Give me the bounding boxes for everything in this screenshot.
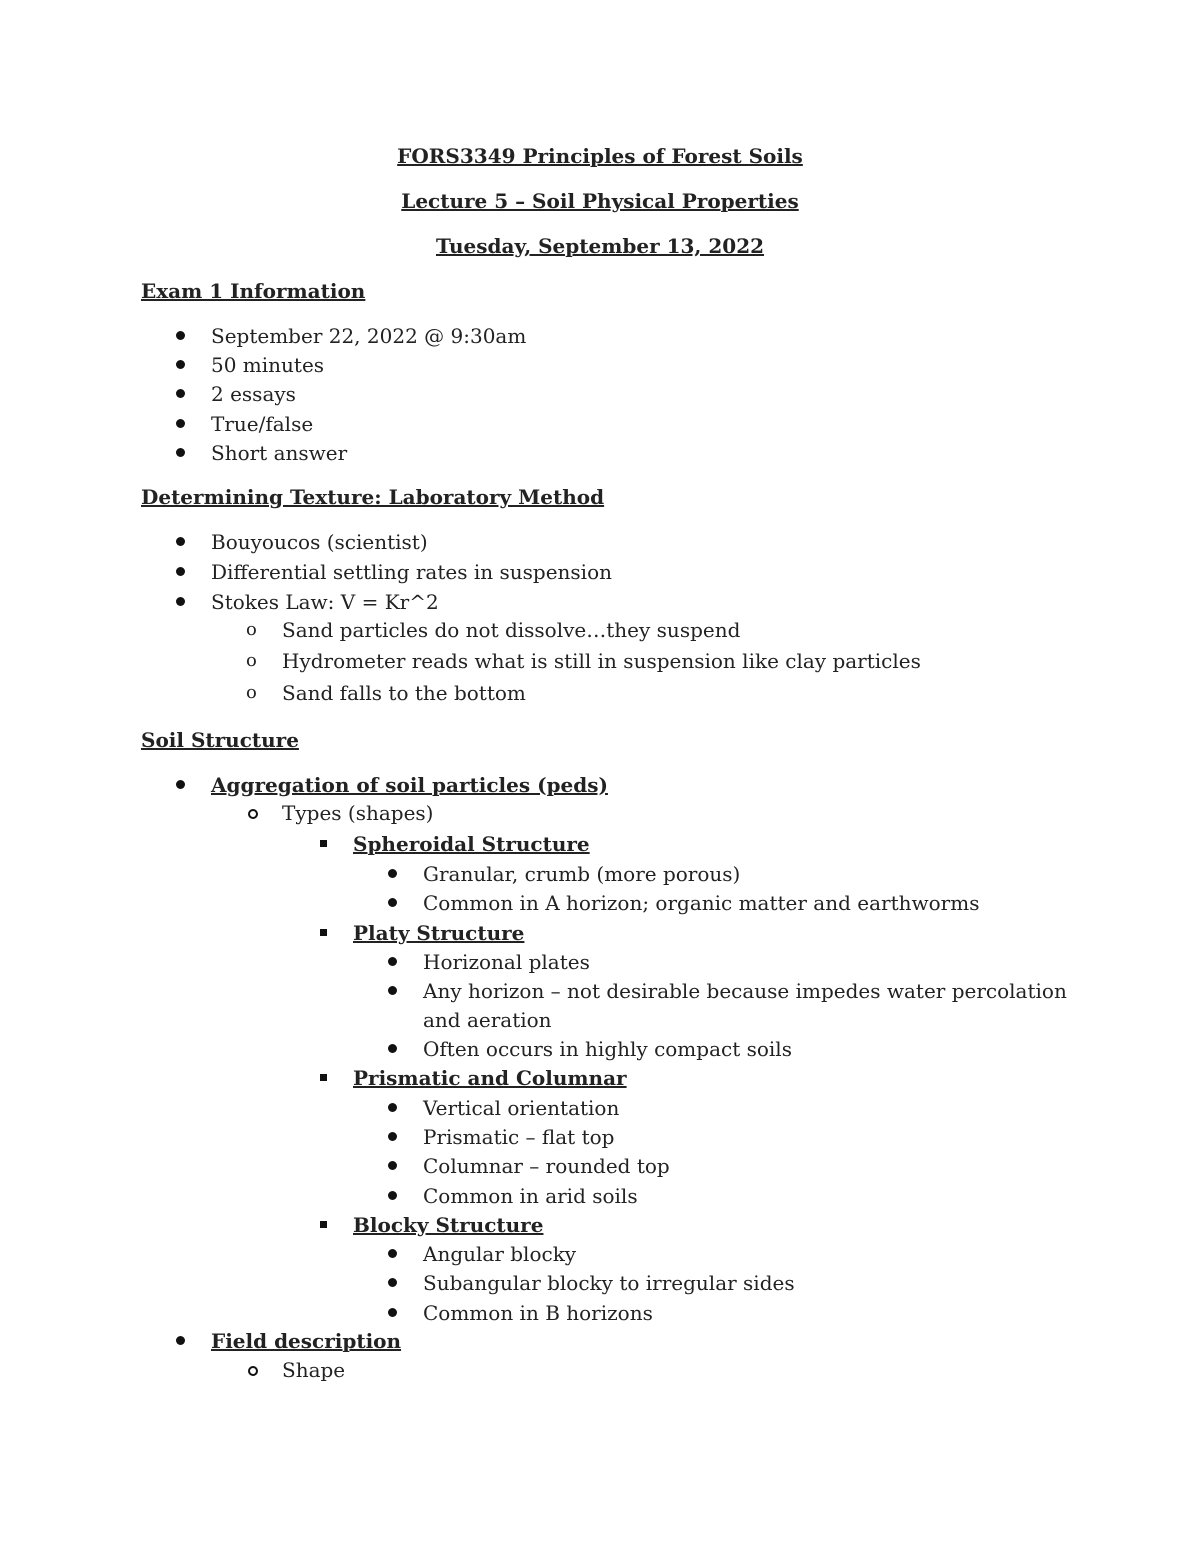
prismatic-title: Prismatic and Columnar bbox=[353, 1066, 627, 1090]
bullet-icon bbox=[176, 597, 185, 606]
bullet-icon bbox=[388, 1249, 397, 1258]
list-item-continuation: and aeration bbox=[423, 1008, 552, 1032]
list-item: Angular blocky bbox=[423, 1242, 577, 1266]
square-bullet-icon bbox=[320, 840, 327, 847]
bullet-icon bbox=[388, 869, 397, 878]
list-item: Bouyoucos (scientist) bbox=[211, 530, 428, 554]
bullet-icon bbox=[176, 537, 185, 546]
sub-list-item: Sand particles do not dissolve…they suspend bbox=[282, 618, 741, 642]
bullet-icon bbox=[388, 1044, 397, 1053]
sub-list-item: Sand falls to the bottom bbox=[282, 681, 526, 705]
bullet-icon bbox=[388, 957, 397, 966]
blocky-title: Blocky Structure bbox=[353, 1213, 544, 1237]
bullet-icon bbox=[176, 567, 185, 576]
bullet-icon bbox=[176, 389, 185, 398]
list-item: 2 essays bbox=[211, 382, 296, 406]
field-description-item: Field description bbox=[211, 1329, 402, 1353]
bullet-icon bbox=[176, 448, 185, 457]
bullet-icon bbox=[388, 1278, 397, 1287]
bullet-icon bbox=[176, 331, 185, 340]
square-bullet-icon bbox=[320, 1221, 327, 1228]
circle-bullet-icon: o bbox=[246, 619, 257, 640]
list-item: Common in arid soils bbox=[423, 1184, 638, 1208]
platy-title: Platy Structure bbox=[353, 921, 525, 945]
ring-bullet-icon bbox=[248, 1366, 258, 1376]
lecture-date: Tuesday, September 13, 2022 bbox=[435, 234, 765, 258]
shape-item: Shape bbox=[282, 1358, 346, 1382]
bullet-icon bbox=[388, 986, 397, 995]
list-item: True/false bbox=[211, 412, 314, 436]
list-item: Stokes Law: V = Kr^2 bbox=[211, 590, 439, 614]
bullet-icon bbox=[388, 1191, 397, 1200]
bullet-icon bbox=[388, 1161, 397, 1170]
list-item: Horizonal plates bbox=[423, 950, 590, 974]
bullet-icon bbox=[388, 1132, 397, 1141]
structure-heading: Soil Structure bbox=[141, 728, 299, 752]
list-item: Subangular blocky to irregular sides bbox=[423, 1271, 795, 1295]
bullet-icon bbox=[176, 780, 185, 789]
square-bullet-icon bbox=[320, 929, 327, 936]
sub-list-item: Hydrometer reads what is still in suspension like clay particles bbox=[282, 649, 921, 673]
course-title: FORS3349 Principles of Forest Soils bbox=[397, 144, 803, 168]
list-item: Granular, crumb (more porous) bbox=[423, 862, 741, 886]
list-item: Common in A horizon; organic matter and earthworms bbox=[423, 891, 980, 915]
list-item: 50 minutes bbox=[211, 353, 325, 377]
spheroidal-title: Spheroidal Structure bbox=[353, 832, 590, 856]
square-bullet-icon bbox=[320, 1074, 327, 1081]
bullet-icon bbox=[388, 1103, 397, 1112]
list-item: Vertical orientation bbox=[423, 1096, 620, 1120]
types-item: Types (shapes) bbox=[282, 801, 434, 825]
list-item: Common in B horizons bbox=[423, 1301, 653, 1325]
circle-bullet-icon: o bbox=[246, 682, 257, 703]
bullet-icon bbox=[176, 1336, 185, 1345]
aggregation-item: Aggregation of soil particles (peds) bbox=[211, 773, 608, 797]
list-item: Columnar – rounded top bbox=[423, 1154, 670, 1178]
circle-bullet-icon: o bbox=[246, 650, 257, 671]
bullet-icon bbox=[176, 419, 185, 428]
list-item: Prismatic – flat top bbox=[423, 1125, 615, 1149]
list-item: Short answer bbox=[211, 441, 348, 465]
bullet-icon bbox=[388, 898, 397, 907]
list-item: Any horizon – not desirable because impedes water percolation bbox=[423, 979, 1067, 1003]
lecture-title: Lecture 5 – Soil Physical Properties bbox=[401, 189, 799, 213]
bullet-icon bbox=[176, 360, 185, 369]
list-item: Differential settling rates in suspension bbox=[211, 560, 612, 584]
ring-bullet-icon bbox=[248, 809, 258, 819]
list-item: Often occurs in highly compact soils bbox=[423, 1037, 792, 1061]
exam-heading: Exam 1 Information bbox=[141, 279, 366, 303]
list-item: September 22, 2022 @ 9:30am bbox=[211, 324, 527, 348]
bullet-icon bbox=[388, 1308, 397, 1317]
texture-heading: Determining Texture: Laboratory Method bbox=[141, 485, 605, 509]
